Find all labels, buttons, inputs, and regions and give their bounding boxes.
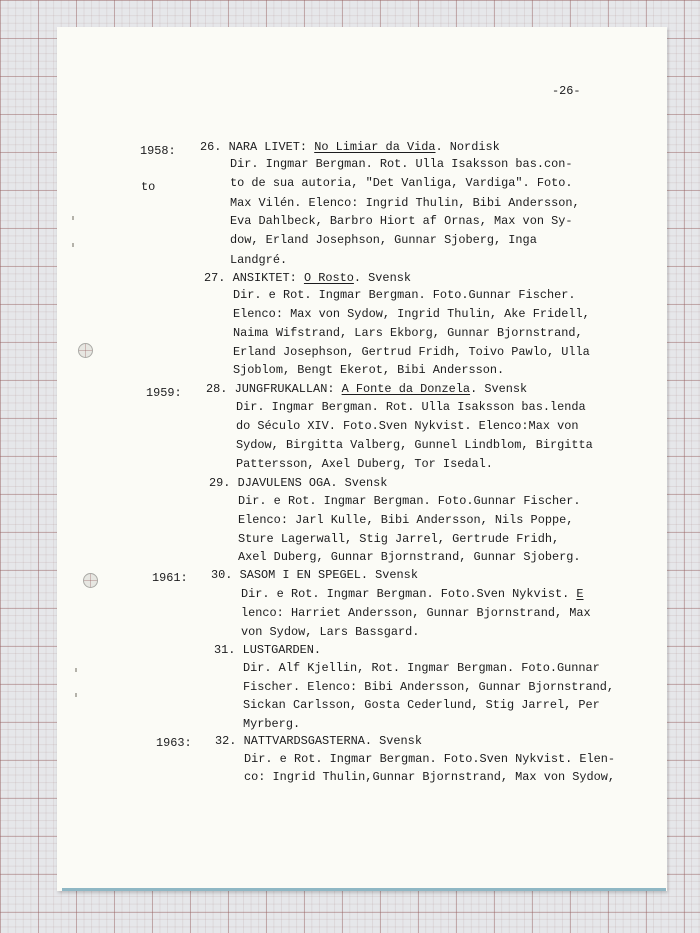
year-1958: 1958:: [140, 144, 176, 158]
entry-27-line: Naima Wifstrand, Lars Ekborg, Gunnar Bjornstrand,: [233, 326, 583, 340]
entry-26-line: Max Vilén. Elenco: Ingrid Thulin, Bibi Andersson,: [230, 196, 580, 210]
entry-number: 28.: [206, 382, 228, 396]
entry-30-heading: [211, 570, 418, 582]
paper-edge: [62, 888, 666, 891]
entry-26-line: Eva Dahlbeck, Barbro Hiort af Ornas, Max von Sy-: [230, 214, 573, 228]
paper-mark: [75, 668, 77, 672]
page-number: -26-: [552, 84, 581, 98]
entry-31-line: Sickan Carlsson, Gosta Cederlund, Stig Jarrel, Per: [243, 698, 600, 712]
film-heading: SASOM I EN SPEGEL. Svensk: [239, 568, 418, 582]
entry-30-line: [241, 589, 584, 601]
year-1961: 1961:: [152, 571, 188, 585]
portuguese-title: O Rosto: [303, 271, 354, 285]
punch-hole-icon: [83, 573, 98, 588]
entry-30-line-text: Dir. e Rot. Ingmar Bergman. Foto.Sven Nykvist.: [241, 587, 577, 601]
film-title: ANSIKTET:: [232, 271, 297, 285]
film-heading: LUSTGARDEN.: [242, 643, 322, 657]
year-1959: 1959:: [146, 386, 182, 400]
entry-27-line: Sjoblom, Bengt Ekerot, Bibi Andersson.: [233, 363, 505, 377]
entry-29-line: Elenco: Jarl Kulle, Bibi Andersson, Nils Poppe,: [238, 513, 574, 527]
entry-29-heading: [209, 478, 387, 490]
film-heading: NATTVARDSGASTERNA. Svensk: [243, 734, 422, 748]
film-origin: . Nordisk: [435, 140, 500, 154]
margin-note: to: [141, 180, 156, 194]
entry-28-line: do Século XIV. Foto.Sven Nykvist. Elenco:Max von: [236, 419, 579, 433]
film-title: NARA LIVET:: [228, 140, 308, 154]
film-heading: DJAVULENS OGA. Svensk: [237, 476, 388, 490]
entry-27-line: Dir. e Rot. Ingmar Bergman. Foto.Gunnar Fischer.: [233, 288, 576, 302]
paper-mark: [75, 693, 77, 697]
paper-mark: [72, 216, 74, 220]
film-origin: . Svensk: [353, 271, 411, 285]
entry-28-line: Pattersson, Axel Duberg, Tor Isedal.: [236, 457, 493, 471]
entry-29-line: Dir. e Rot. Ingmar Bergman. Foto.Gunnar Fischer.: [238, 494, 581, 508]
entry-32-heading: [215, 736, 422, 748]
entry-26-line: Dir. Ingmar Bergman. Rot. Ulla Isaksson bas.con-: [230, 157, 573, 171]
entry-number: 29.: [209, 476, 231, 490]
film-title: JUNGFRUKALLAN:: [234, 382, 335, 396]
entry-26-heading: [200, 142, 500, 154]
entry-number: 26.: [200, 140, 222, 154]
portuguese-title: A Fonte da Donzela: [341, 382, 471, 396]
entry-27-heading: [204, 273, 411, 285]
entry-28-line: Sydow, Birgitta Valberg, Gunnel Lindblom, Birgitta: [236, 438, 593, 452]
entry-26-line: dow, Erland Josephson, Gunnar Sjoberg, Inga: [230, 233, 537, 247]
entry-31-line: Myrberg.: [243, 717, 301, 731]
entry-28-heading: [206, 384, 527, 396]
film-origin: . Svensk: [470, 382, 528, 396]
entry-31-line: Fischer. Elenco: Bibi Andersson, Gunnar Bjornstrand,: [243, 680, 615, 694]
portuguese-title: No Limiar da Vida: [314, 140, 436, 154]
entry-28-line: Dir. Ingmar Bergman. Rot. Ulla Isaksson bas.lenda: [236, 400, 586, 414]
entry-27-line: Elenco: Max von Sydow, Ingrid Thulin, Ake Fridell,: [233, 307, 590, 321]
entry-number: 27.: [204, 271, 226, 285]
entry-26-line: Landgré.: [230, 253, 288, 267]
entry-29-line: Axel Duberg, Gunnar Bjornstrand, Gunnar Sjoberg.: [238, 550, 581, 564]
entry-29-line: Sture Lagerwall, Stig Jarrel, Gertrude Fridh,: [238, 532, 560, 546]
entry-31-heading: [214, 645, 321, 657]
entry-number: 32.: [215, 734, 237, 748]
entry-30-line: lenco: Harriet Andersson, Gunnar Bjornstrand, Max: [241, 606, 591, 620]
entry-32-line: Dir. e Rot. Ingmar Bergman. Foto.Sven Nykvist. Elen-: [244, 752, 616, 766]
year-1963: 1963:: [156, 736, 192, 750]
punch-hole-icon: [78, 343, 93, 358]
entry-number: 31.: [214, 643, 236, 657]
entry-27-line: Erland Josephson, Gertrud Fridh, Toivo Pawlo, Ulla: [233, 345, 590, 359]
entry-31-line: Dir. Alf Kjellin, Rot. Ingmar Bergman. Foto.Gunnar: [243, 661, 600, 675]
entry-32-line: co: Ingrid Thulin,Gunnar Bjornstrand, Max von Sydow,: [244, 770, 616, 784]
paper-mark: [72, 243, 74, 247]
entry-30-line-underlined: E: [576, 587, 584, 601]
entry-30-line: von Sydow, Lars Bassgard.: [241, 625, 420, 639]
entry-26-line: to de sua autoria, "Det Vanliga, Vardiga". Foto.: [230, 176, 573, 190]
entry-number: 30.: [211, 568, 233, 582]
